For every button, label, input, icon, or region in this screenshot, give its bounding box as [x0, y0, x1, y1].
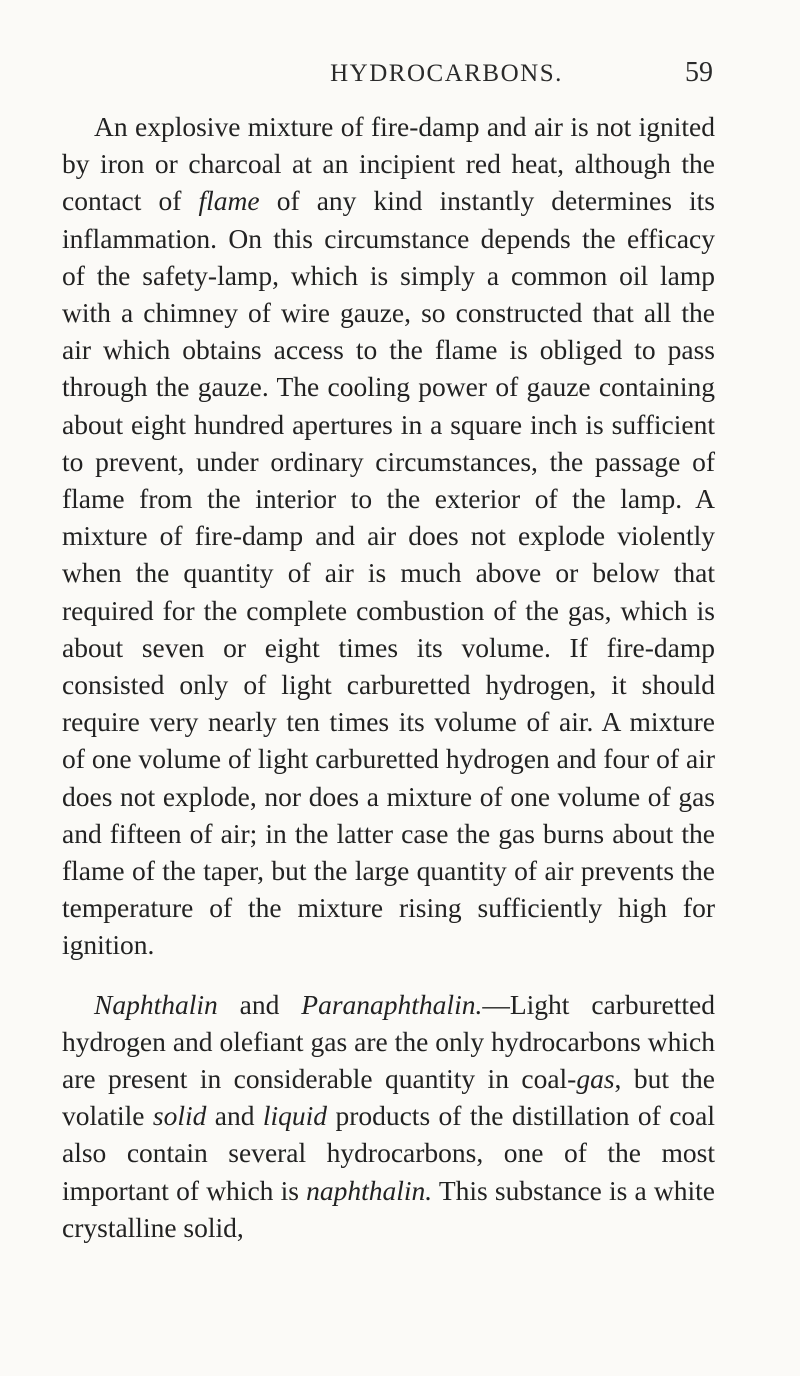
- page-number: 59: [685, 57, 713, 88]
- italic-solid: solid: [152, 1100, 207, 1132]
- paragraph-2-text-a: —Light carburetted hydrogen and olefiant gas are the only hydrocarbons which are present in considerable quantity in coal-: [62, 988, 715, 1095]
- paragraph-2-and: and: [217, 988, 302, 1020]
- paragraph-safety-lamp: [62, 108, 715, 964]
- paragraph-2-text-e: This substance is a white crystalline solid,: [62, 1174, 715, 1243]
- paragraph-2-text-b: , but the volatile: [62, 1063, 715, 1132]
- paragraph-2-text-c: and: [206, 1100, 263, 1132]
- paragraph-2-text-d: products of the distillation of coal also contain several hydrocarbons, one of the most important of which is: [62, 1100, 715, 1206]
- paragraph-1-text-a: An explosive mixture of fire-damp and air is not ignited by iron or charcoal at an incipient red heat, although the contact of: [62, 111, 715, 217]
- italic-flame: flame: [198, 185, 260, 217]
- italic-gas: gas: [576, 1063, 615, 1095]
- paragraph-naphthalin: [62, 986, 715, 1246]
- page-header: [180, 54, 713, 94]
- italic-paranaphthalin-heading: Paranaphthalin.: [301, 988, 483, 1020]
- paragraph-1-text-b: of any kind instantly determines its inflammation. On this circumstance depends the efficacy of the safety-lamp, which is simply a common oil lamp with a chimney of wire gauze, so constructed that all the air which obtains access to the flame is obliged to pass through the gauze. The cooling power of gauze containing about eight hundred apertures in a square inch is sufficient to prevent, under ordinary circumstances, the passage of flame from the interior to the exterior of the lamp. A mixture of fire-damp and air does not explode violently when the quantity of air is much above or below that required for the complete combustion of the gas, which is about seven or eight times its volume. If fire-damp consisted only of light carburetted hydrogen, it should require very nearly ten times its volume of air. A mixture of one volume of light carburetted hydrogen and four of air does not explode, nor does a mixture of one volume of gas and fifteen of air; in the latter case the gas burns about the flame of the taper, but the large quantity of air prevents the temperature of the mixture rising sufficiently high for ignition.: [62, 185, 716, 961]
- italic-naphthalin-heading: Naphthalin: [94, 988, 218, 1020]
- text-body: [62, 108, 715, 1246]
- italic-liquid: liquid: [262, 1100, 328, 1132]
- italic-naphthalin: naphthalin.: [306, 1174, 433, 1206]
- running-title: HYDROCARBONS.: [330, 60, 563, 87]
